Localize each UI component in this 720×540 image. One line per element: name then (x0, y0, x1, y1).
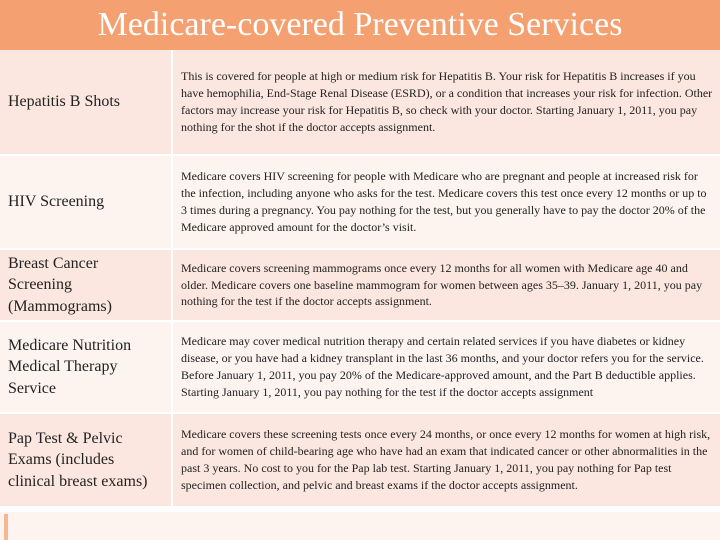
service-name: Medicare Nutrition Medical Therapy Service (0, 321, 172, 413)
footer-strip (0, 512, 720, 540)
service-name: Pap Test & Pelvic Exams (includes clinical breast exams) (0, 413, 172, 507)
table-row (0, 50, 720, 155)
service-description: Medicare covers screening mammograms once every 12 months for all women with Medicare age 40 and older. Medicare covers one baseline mammogram for women between ages 35–39. January 1, 2011, you pay nothing for the test if the doctor accepts assignment. (172, 249, 720, 321)
footer-accent-bar (4, 514, 8, 540)
service-description: Medicare may cover medical nutrition therapy and certain related services if you have diabetes or kidney disease, or you have had a kidney transplant in the last 36 months, and your doctor refers you for the service. Before January 1, 2011, you pay 20% of the Medicare-approved amount, and the Part B deductible applies. Starting January 1, 2011, you pay nothing for the test if the doctor accepts assignment (172, 321, 720, 413)
service-description: This is covered for people at high or medium risk for Hepatitis B. Your risk for Hepatitis B increases if you have hemophilia, End-Stage Renal Disease (ESRD), or a condition that increases your risk for infection. Other factors may increase your risk for Hepatitis B, so check with your doctor. Starting January 1, 2011, you pay nothing for the shot if the doctor accepts assignment. (172, 50, 720, 155)
services-table (0, 50, 720, 508)
slide-title: Medicare-covered Preventive Services (0, 0, 720, 50)
service-name: HIV Screening (0, 155, 172, 249)
table-row (0, 413, 720, 507)
service-description: Medicare covers HIV screening for people with Medicare who are pregnant and people at increased risk for the infection, including anyone who asks for the test. Medicare covers this test once every 12 months or up to 3 times during a pregnancy. You pay nothing for the test, but you generally have to pay the doctor 20% of the Medicare approved amount for the doctor’s visit. (172, 155, 720, 249)
service-name: Breast Cancer Screening (Mammograms) (0, 249, 172, 321)
services-table-container (0, 50, 720, 540)
table-row (0, 249, 720, 321)
table-row (0, 155, 720, 249)
service-name: Hepatitis B Shots (0, 50, 172, 155)
table-row (0, 321, 720, 413)
service-description: Medicare covers these screening tests once every 24 months, or once every 12 months for women at high risk, and for women of child-bearing age who have had an exam that indicated cancer or other abnormalities in the past 3 years. No cost to you for the Pap lab test. Starting January 1, 2011, you pay nothing for Pap test specimen collection, and pelvic and breast exams if the doctor accepts assignment. (172, 413, 720, 507)
